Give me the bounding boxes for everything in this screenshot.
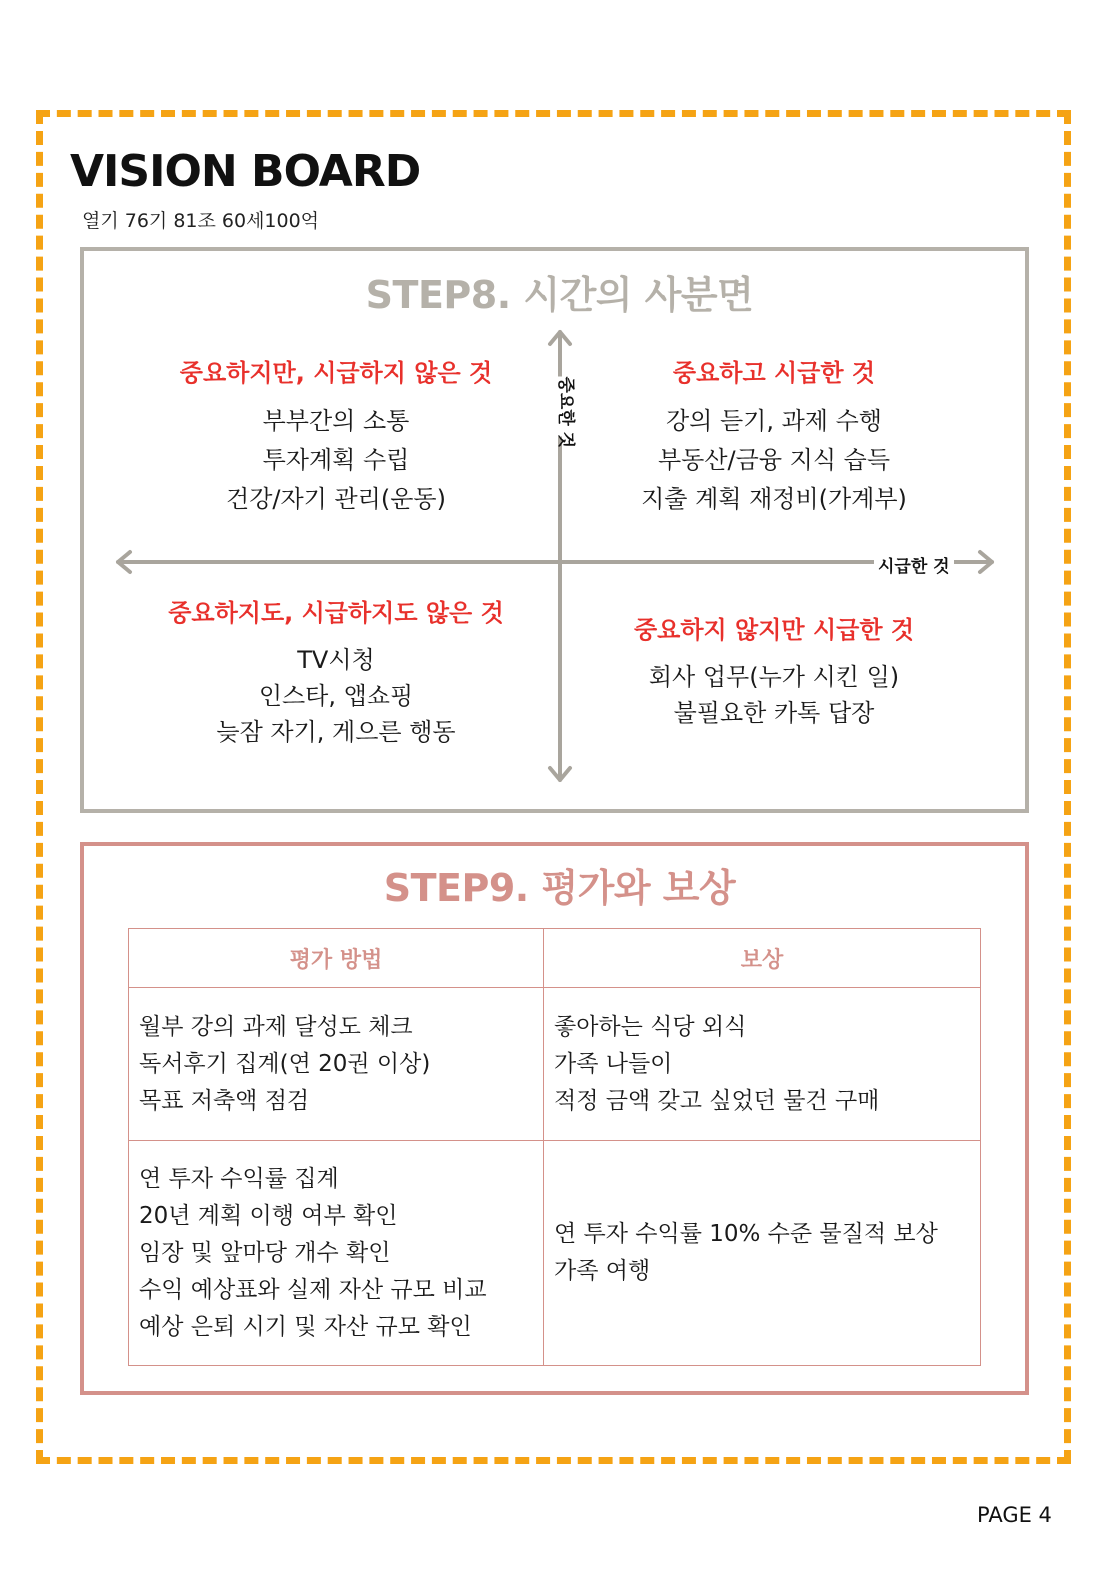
urgency-axis-label: 시급한 것 [874,552,954,577]
quadrant-item: 불필요한 카톡 답장 [673,699,875,727]
method-line: 임장 및 앞마당 개수 확인 [139,1239,391,1266]
page-number: PAGE 4 [977,1503,1052,1527]
method-line: 연 투자 수익률 집계 [139,1165,339,1192]
reward-line: 가족 여행 [554,1258,651,1284]
quadrant-title: 중요하지도, 시급하지도 않은 것 [168,599,504,627]
column-header-method: 평가 방법 [129,929,544,988]
quadrant-title: 중요하지만, 시급하지 않은 것 [179,359,493,387]
evaluation-reward-table [128,928,981,1366]
method-cell [129,988,544,1141]
column-header-reward: 보상 [544,929,981,988]
table-header-row [129,929,981,988]
quadrant-item: TV시청 [297,646,375,674]
step8-heading: STEP8. 시간의 사분면 [365,273,754,317]
reward-cell [544,988,981,1141]
importance-axis-label: 중요한 것 [556,377,581,437]
quadrant-item: 늦잠 자기, 게으른 행동 [216,718,456,746]
page-title: VISION BOARD [70,146,421,197]
quadrant-important-not-urgent [126,353,546,519]
method-line: 예상 은퇴 시기 및 자산 규모 확인 [139,1313,472,1340]
method-cell [129,1141,544,1366]
method-line: 수익 예상표와 실제 자산 규모 비교 [139,1276,487,1303]
method-line: 20년 계획 이행 여부 확인 [139,1202,398,1229]
method-line: 월부 강의 과제 달성도 체크 [139,1013,413,1040]
page-subtitle: 열기 76기 81조 60세100억 [82,210,320,232]
quadrant-item: 부부간의 소통 [262,407,410,435]
quadrant-item: 부동산/금융 지식 습득 [658,446,890,474]
quadrant-item: 인스타, 앱쇼핑 [258,682,414,710]
quadrant-item: 회사 업무(누가 시킨 일) [648,663,900,691]
quadrant-not-important-not-urgent [126,593,546,750]
quadrant-item: 지출 계획 재정비(가계부) [641,485,907,513]
quadrant-title: 중요하지 않지만 시급한 것 [633,616,915,644]
quadrant-important-urgent [564,353,984,519]
reward-line: 가족 나들이 [554,1050,673,1077]
quadrant-not-important-urgent [564,610,984,731]
method-line: 독서후기 집계(연 20권 이상) [139,1050,431,1077]
reward-line: 좋아하는 식당 외식 [554,1013,747,1040]
table-row [129,988,981,1141]
quadrant-item: 강의 듣기, 과제 수행 [666,407,882,435]
reward-line: 연 투자 수익률 10% 수준 물질적 보상 [554,1221,938,1247]
quadrant-item: 투자계획 수립 [262,446,410,474]
table-row [129,1141,981,1366]
step9-heading: STEP9. 평가와 보상 [383,866,736,910]
quadrant-title: 중요하고 시급한 것 [672,359,876,387]
reward-cell [544,1141,981,1366]
method-line: 목표 저축액 점검 [139,1087,310,1114]
reward-line: 적정 금액 갖고 싶었던 물건 구매 [554,1087,880,1114]
quadrant-item: 건강/자기 관리(운동) [226,485,446,513]
